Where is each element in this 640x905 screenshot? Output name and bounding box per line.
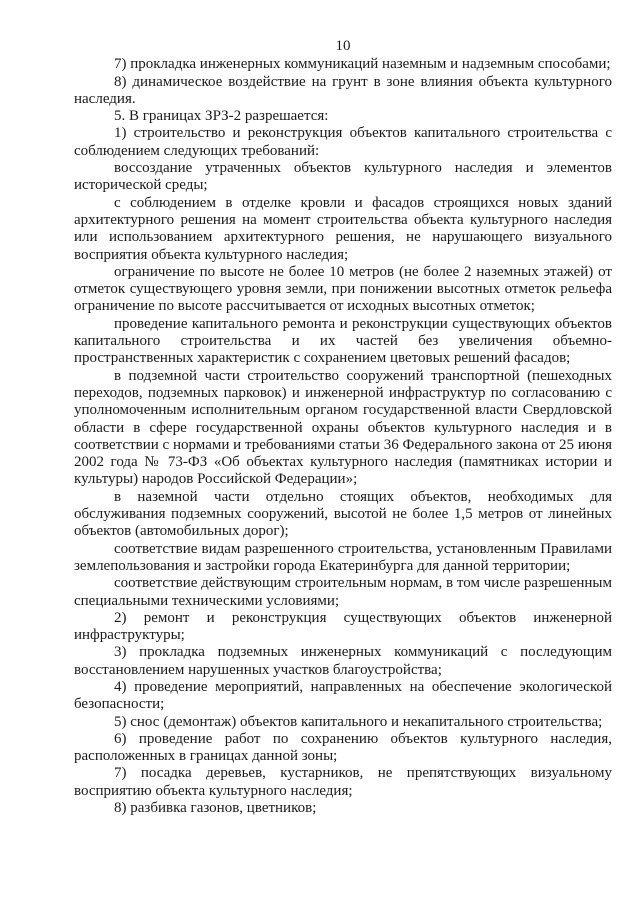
paragraph-requirement: соответствие видам разрешенного строительства, установленным Правилами землепользования и застройки города Екатеринбурга для данной территории; <box>74 540 612 574</box>
paragraph-item-7: 7) прокладка инженерных коммуникаций наземным и надземным способами; <box>114 56 611 73</box>
paragraph-requirement: ограничение по высоте не более 10 метров (не более 2 наземных этажей) от отметок существующего уровня земли, при понижении высотных отметок рельефа ограничение по высоте рассчитывается от исходных высотных отметок; <box>74 263 612 315</box>
paragraph-allowed-1: 1) строительство и реконструкция объектов капитального строительства с соблюдением следующих требований: <box>74 125 612 159</box>
paragraph-requirement: в подземной части строительство сооружений транспортной (пешеходных переходов, подземных парковок) и инженерной инфраструктур по согласованию с уполномоченным исполнительным органом государственной власти Свердловской области в сфере государственной охраны объектов культурного наследия и в соответствии с нормами и требованиями статьи 36 Федерального закона от 25 июня 2002 года № 73-ФЗ «Об объектах культурного наследия (памятниках истории и культуры) народов Российской Федерации»; <box>74 367 612 488</box>
page-number: 10 <box>335 38 351 54</box>
paragraph-allowed-7: 7) посадка деревьев, кустарников, не препятствующих визуальному восприятию объекта культурного наследия; <box>74 765 612 799</box>
paragraph-allowed-6: 6) проведение работ по сохранению объектов культурного наследия, расположенных в границах данной зоны; <box>74 730 612 765</box>
paragraph-allowed-2: 2) ремонт и реконструкция существующих объектов инженерной инфраструктуры; <box>74 609 612 644</box>
paragraph-allowed-8: 8) разбивка газонов, цветников; <box>114 800 317 817</box>
section-heading-5: 5. В границах ЗРЗ-2 разрешается: <box>114 108 329 125</box>
paragraph-requirement: воссоздание утраченных объектов культурного наследия и элементов исторической среды; <box>74 160 612 194</box>
paragraph-requirement: в наземной части отдельно стоящих объектов, необходимых для обслуживания подземных сооружений, высотой не более 1,5 метров от линейных объектов (автомобильных дорог); <box>74 488 612 540</box>
document-page <box>74 38 612 817</box>
paragraph-allowed-3: 3) прокладка подземных инженерных коммуникаций с последующим восстановлением нарушенных участков благоустройства; <box>74 644 612 678</box>
paragraph-item-8: 8) динамическое воздействие на грунт в зоне влияния объекта культурного наследия. <box>74 73 612 107</box>
paragraph-requirement: с соблюдением в отделке кровли и фасадов строящихся новых зданий архитектурного решения на момент строительства объекта культурного наследия или использованием архитектурного решения, не нарушающего визуального восприятия объекта культурного наследия; <box>74 194 612 263</box>
paragraph-allowed-4: 4) проведение мероприятий, направленных на обеспечение экологической безопасности; <box>74 678 612 713</box>
paragraph-allowed-5: 5) снос (демонтаж) объектов капитального и некапитального строительства; <box>114 713 603 730</box>
paragraph-requirement: соответствие действующим строительным нормам, в том числе разрешенным специальными техническими условиями; <box>74 575 612 609</box>
paragraph-requirement: проведение капитального ремонта и реконструкции существующих объектов капитального строительства и их частей без увеличения объемно-пространственных характеристик с сохранением цветовых решений фасадов; <box>74 315 612 367</box>
